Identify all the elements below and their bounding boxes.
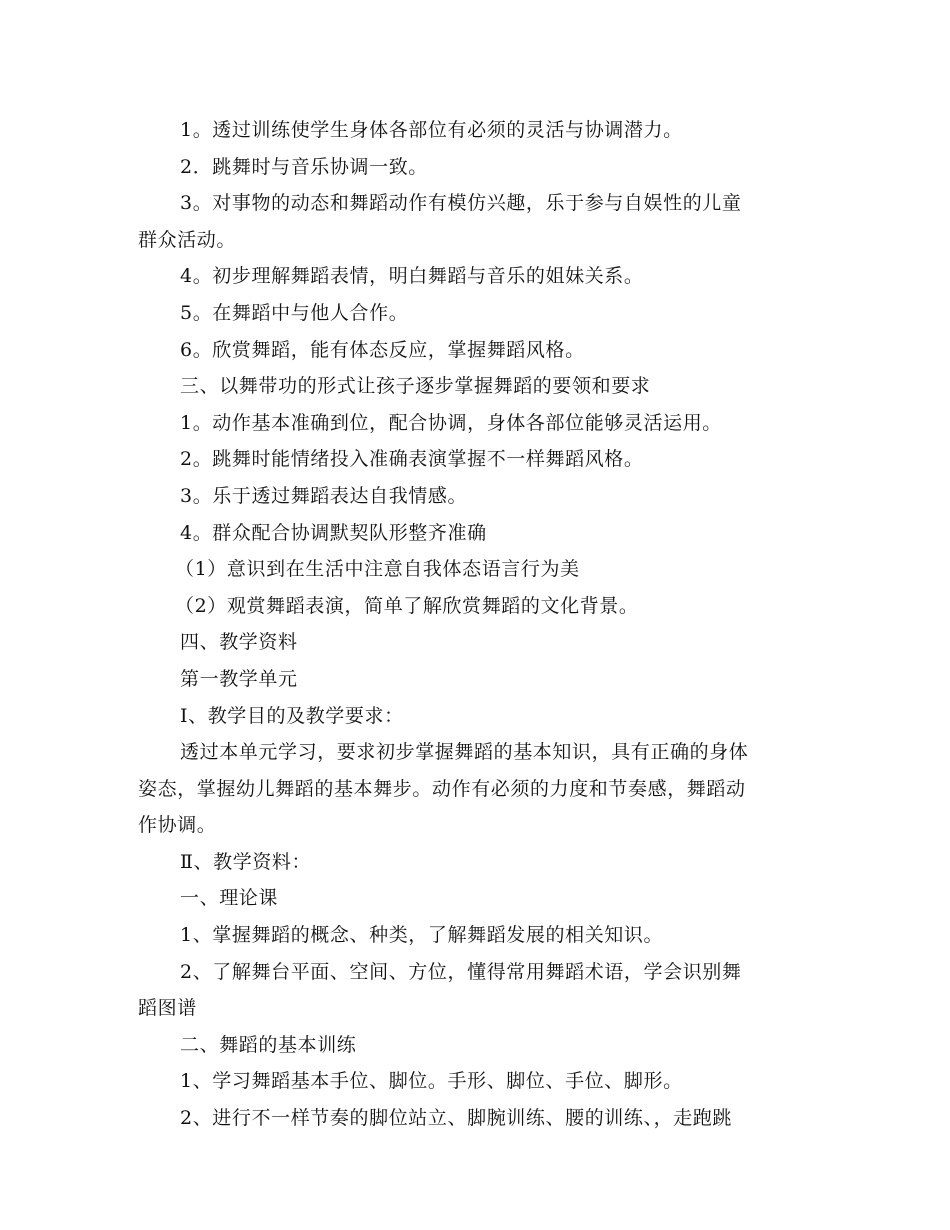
- text-line: 姿态，掌握幼儿舞蹈的基本舞步。动作有必须的力度和节奏感，舞蹈动: [138, 777, 746, 800]
- section-heading: 一、理论课: [180, 887, 279, 910]
- text-line: 群众活动。: [138, 228, 237, 251]
- text-line: 4。初步理解舞蹈表情，明白舞蹈与音乐的姐妹关系。: [180, 265, 644, 288]
- section-heading: 四、教学资料: [180, 631, 298, 654]
- section-heading: 二、舞蹈的基本训练: [180, 1033, 357, 1056]
- text-line: 2、进行不一样节奏的脚位站立、脚腕训练、腰的训练、，走跑跳: [180, 1107, 732, 1130]
- text-line: （2）观赏舞蹈表演，简单了解欣赏舞蹈的文化背景。: [175, 594, 639, 617]
- text-line: 2、了解舞台平面、空间、方位，懂得常用舞蹈术语，学会识别舞: [180, 960, 742, 983]
- text-line: 1、掌握舞蹈的概念、种类，了解舞蹈发展的相关知识。: [180, 924, 664, 947]
- section-heading: Ⅰ、教学目的及教学要求：: [180, 704, 404, 727]
- text-line: 2。跳舞时能情绪投入准确表演掌握不一样舞蹈风格。: [180, 448, 644, 471]
- text-line: 6。欣赏舞蹈，能有体态反应，掌握舞蹈风格。: [180, 338, 585, 361]
- section-heading: 三、以舞带功的形式让孩子逐步掌握舞蹈的要领和要求: [180, 375, 651, 398]
- text-line: 2．跳舞时与音乐协调一致。: [180, 155, 428, 178]
- text-line: 4。群众配合协调默契队形整齐准确: [180, 521, 487, 544]
- text-line: 1。透过训练使学生身体各部位有必须的灵活与协调潜力。: [180, 119, 683, 141]
- text-line: 1。动作基本准确到位，配合协调，身体各部位能够灵活运用。: [180, 411, 722, 434]
- text-line: 3。对事物的动态和舞蹈动作有模仿兴趣，乐于参与自娱性的儿童: [180, 192, 742, 215]
- section-heading: 第一教学单元: [180, 667, 298, 690]
- text-line: （1）意识到在生活中注意自我体态语言行为美: [175, 558, 580, 581]
- document-body: [138, 112, 818, 1137]
- text-line: 作协调。: [138, 814, 217, 837]
- text-line: 1、学习舞蹈基本手位、脚位。手形、脚位、手位、脚形。: [180, 1070, 683, 1093]
- text-line: 5。在舞蹈中与他人合作。: [180, 301, 409, 324]
- section-heading: Ⅱ、教学资料：: [180, 850, 312, 873]
- text-line: 透过本单元学习，要求初步掌握舞蹈的基本知识，具有正确的身体: [180, 741, 749, 764]
- text-line: 3。乐于透过舞蹈表达自我情感。: [180, 484, 468, 507]
- text-line: 蹈图谱: [138, 997, 197, 1020]
